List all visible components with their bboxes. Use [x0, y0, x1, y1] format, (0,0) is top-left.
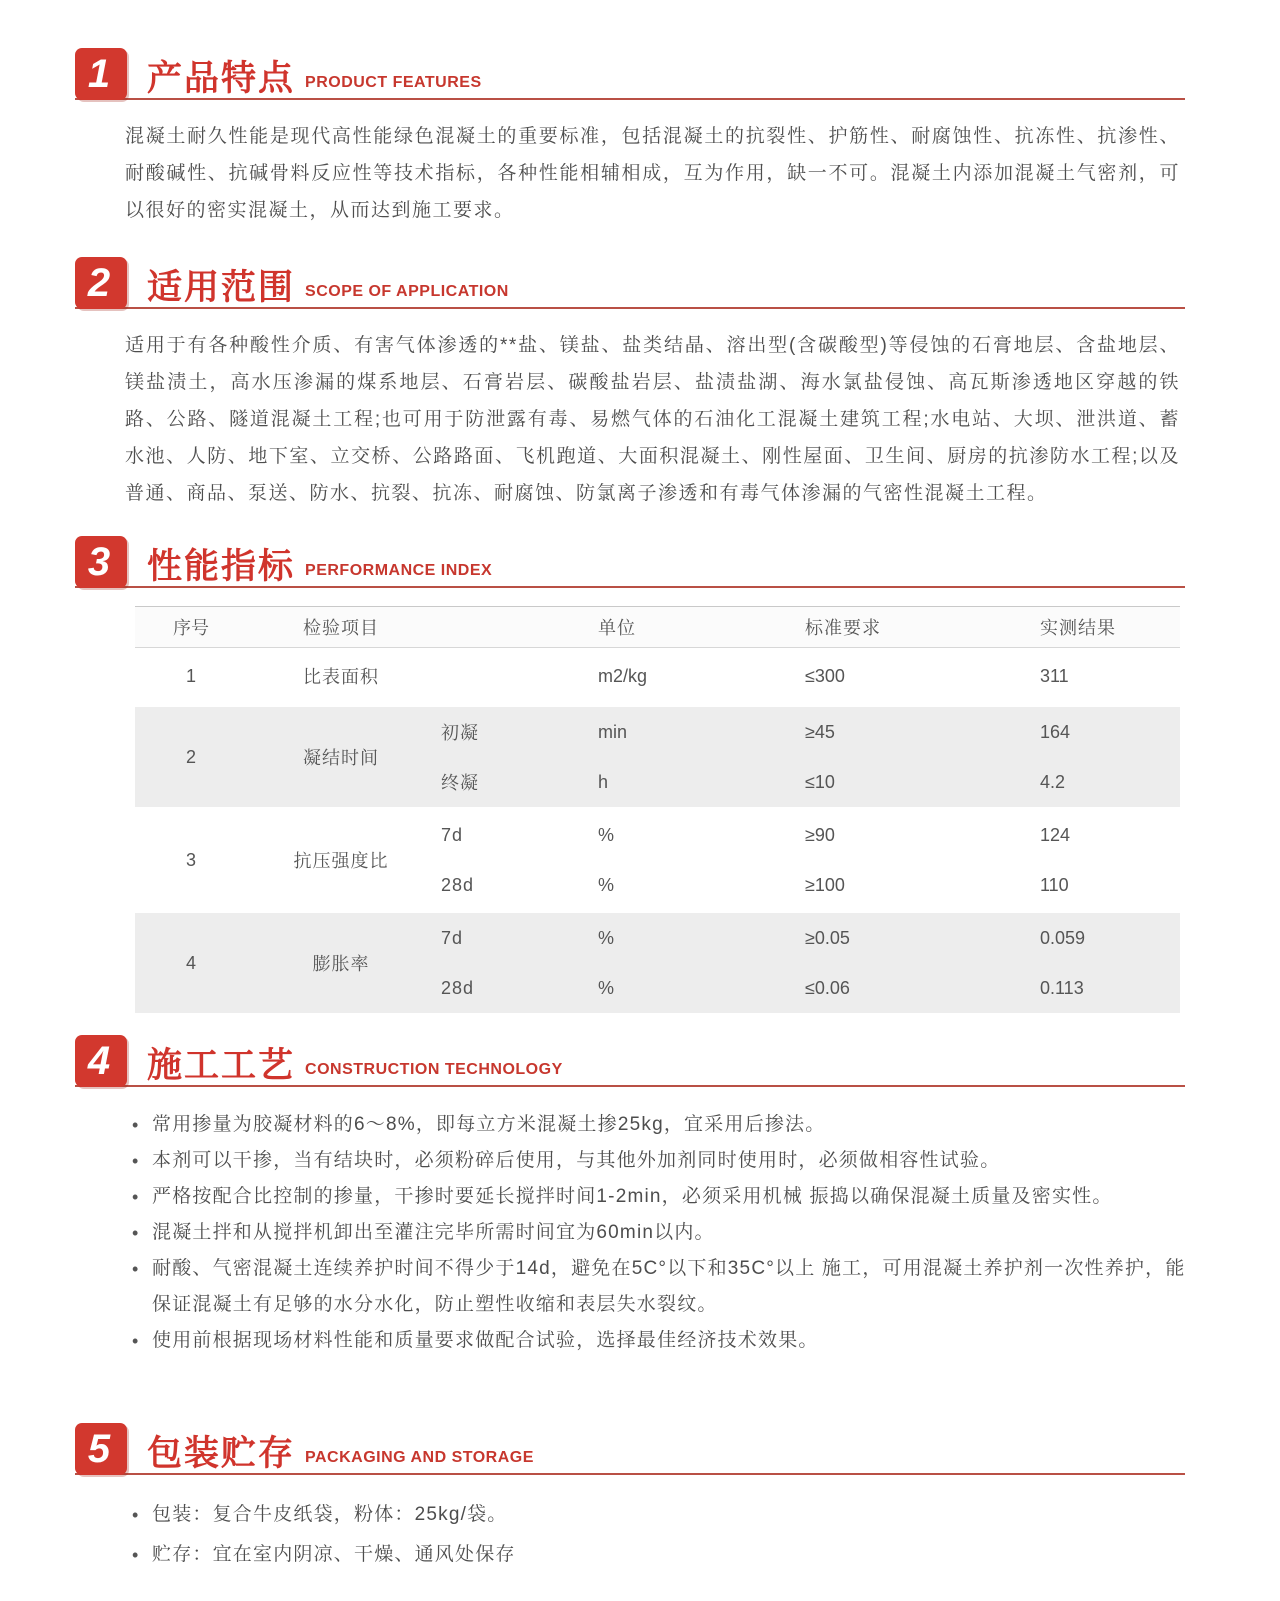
section-3-subtitle: PERFORMANCE INDEX: [305, 562, 493, 579]
section-2-number-badge: [75, 257, 127, 309]
cell-sub-item: 终凝: [441, 773, 479, 793]
list-item: • 常用掺量为胶凝材料的6～8%，即每立方米混凝土掺25kg，宜采用后掺法。: [130, 1107, 1190, 1143]
row-test-item: 抗压强度比: [293, 851, 389, 871]
list-item: • 贮存：宜在室内阴凉、干燥、通风处保存: [130, 1535, 1190, 1575]
cell-unit: m2/kg: [598, 665, 648, 686]
cell-unit: %: [598, 874, 615, 895]
construction-technology-list: [130, 1107, 1190, 1359]
product-features-paragraph: 混凝土耐久性能是现代高性能绿色混凝土的重要标准，包括混凝土的抗裂性、护筋性、耐腐蚀性、抗冻性、抗渗性、耐酸碱性、抗碱骨料反应性等技术指标，各种性能相辅相成，互为作用，缺一不可。混凝土内添加混凝土气密剂，可以很好的密实混凝土，从而达到施工要求。: [125, 126, 1180, 221]
table-subrow: [435, 707, 1180, 757]
cell-standard-requirement: ≥100: [805, 874, 845, 895]
section-construction-technology: [0, 1035, 1280, 1359]
table-subrow: [435, 757, 1180, 807]
cell-sub-item: 28d: [441, 977, 475, 998]
cell-standard-requirement: ≤300: [805, 665, 845, 686]
table-row: [135, 707, 1180, 807]
performance-table: [135, 606, 1180, 1013]
cell-standard-requirement: ≥0.05: [805, 927, 850, 948]
list-item: • 混凝土拌和从搅拌机卸出至灌注完毕所需时间宜为60min以内。: [130, 1215, 1190, 1251]
cell-sub-item: 28d: [441, 874, 475, 895]
cell-sub-item: 7d: [441, 824, 464, 845]
header-standard-requirement: 标准要求: [805, 618, 881, 638]
list-item: • 严格按配合比控制的掺量，干掺时要延长搅拌时间1-2min，必须采用机械 振捣以确保混凝土质量及密实性。: [130, 1179, 1190, 1215]
cell-unit: %: [598, 977, 615, 998]
cell-unit: %: [598, 927, 615, 948]
section-performance-index: [0, 536, 1280, 1013]
row-test-item: 比表面积: [303, 667, 379, 687]
header-serial-no: 序号: [173, 618, 209, 638]
cell-standard-requirement: ≤0.06: [805, 977, 850, 998]
cell-sub-item: 7d: [441, 927, 464, 948]
section-4-number: 4: [87, 1039, 111, 1083]
section-4-subtitle: CONSTRUCTION TECHNOLOGY: [305, 1061, 563, 1078]
scope-of-application-paragraph: 适用于有各种酸性介质、有害气体渗透的**盐、镁盐、盐类结晶、溶出型(含碳酸型)等侵蚀的石膏地层、含盐地层、镁盐渍土，高水压渗漏的煤系地层、石膏岩层、碳酸盐岩层、盐渍盐湖、海水氯盐侵蚀、高瓦斯渗透地区穿越的铁路、公路、隧道混凝土工程;也可用于防泄露有毒、易燃气体的石油化工混凝土建筑工程;水电站、大坝、泄洪道、蓄水池、人防、地下室、立交桥、公路路面、飞机跑道、大面积混凝土、刚性屋面、卫生间、厨房的抗渗防水工程;以及普通、商品、泵送、防水、抗裂、抗冻、耐腐蚀、防氯离子渗透和有毒气体渗漏的气密性混凝土工程。: [125, 335, 1180, 504]
section-2-header: [75, 257, 1185, 309]
table-row: [135, 913, 1180, 1013]
section-5-subtitle: PACKAGING AND STORAGE: [305, 1449, 534, 1466]
cell-standard-requirement: ≥45: [805, 721, 835, 742]
section-4-title: 施工工艺: [147, 1046, 296, 1085]
cell-measured-result: 0.059: [1040, 927, 1086, 948]
row-serial-no: 1: [185, 665, 196, 686]
cell-unit: %: [598, 824, 615, 845]
cell-measured-result: 0.113: [1040, 977, 1084, 998]
section-2-number: 2: [87, 261, 111, 305]
section-3-number: 3: [87, 540, 111, 584]
table-subrow: [435, 648, 1180, 704]
cell-unit: h: [598, 771, 609, 792]
section-5-header: [75, 1423, 1185, 1475]
list-item: • 包装：复合牛皮纸袋，粉体：25kg/袋。: [130, 1495, 1190, 1535]
header-unit: 单位: [598, 618, 636, 638]
row-test-item: 凝结时间: [303, 748, 379, 768]
section-1-number: 1: [87, 52, 111, 96]
cell-measured-result: 164: [1040, 721, 1071, 742]
cell-measured-result: 124: [1040, 824, 1071, 845]
cell-standard-requirement: ≥90: [805, 824, 835, 845]
row-serial-no: 2: [185, 746, 196, 767]
cell-measured-result: 311: [1040, 665, 1069, 686]
section-5-number: 5: [87, 1427, 111, 1471]
cell-standard-requirement: ≤10: [805, 771, 835, 792]
list-item: • 使用前根据现场材料性能和质量要求做配合试验，选择最佳经济技术效果。: [130, 1323, 1190, 1359]
header-measured-result: 实测结果: [1040, 618, 1116, 638]
section-2-subtitle: SCOPE OF APPLICATION: [305, 283, 509, 300]
header-test-item: 检验项目: [303, 618, 379, 638]
section-4-number-badge: [75, 1035, 127, 1087]
list-item: • 本剂可以干掺，当有结块时，必须粉碎后使用，与其他外加剂同时使用时，必须做相容性试验。: [130, 1143, 1190, 1179]
table-subrow: [435, 913, 1180, 963]
table-row: [135, 810, 1180, 910]
cell-sub-item: 初凝: [441, 723, 479, 743]
list-item: • 耐酸、气密混凝土连续养护时间不得少于14d，避免在5C°以下和35C°以上 施工，可用混凝土养护剂一次性养护，能保证混凝土有足够的水分水化，防止塑性收缩和表层失水裂纹。: [130, 1251, 1190, 1323]
section-1-subtitle: PRODUCT FEATURES: [305, 74, 482, 91]
section-1-title: 产品特点: [147, 59, 296, 98]
row-serial-no: 3: [185, 849, 196, 870]
section-1-number-badge: [75, 48, 127, 100]
section-3-header: [75, 536, 1185, 588]
section-product-features: [0, 48, 1280, 229]
section-packaging-and-storage: [0, 1423, 1280, 1575]
cell-unit: min: [598, 721, 628, 742]
section-5-number-badge: [75, 1423, 127, 1475]
section-3-title: 性能指标: [147, 547, 296, 586]
cell-measured-result: 110: [1040, 874, 1069, 895]
section-scope-of-application: [0, 257, 1280, 512]
table-subrow: [435, 963, 1180, 1013]
row-test-item: 膨胀率: [312, 954, 370, 974]
row-serial-no: 4: [185, 952, 196, 973]
section-2-title: 适用范围: [147, 268, 296, 307]
section-5-title: 包装贮存: [147, 1434, 296, 1473]
table-subrow: [435, 810, 1180, 860]
cell-measured-result: 4.2: [1040, 771, 1066, 792]
performance-table-header-row: [135, 607, 1180, 648]
table-subrow: [435, 860, 1180, 910]
section-4-header: [75, 1035, 1185, 1087]
packaging-storage-list: [130, 1495, 1190, 1575]
section-1-header: [75, 48, 1185, 100]
section-3-number-badge: [75, 536, 127, 588]
table-row: [135, 648, 1180, 704]
